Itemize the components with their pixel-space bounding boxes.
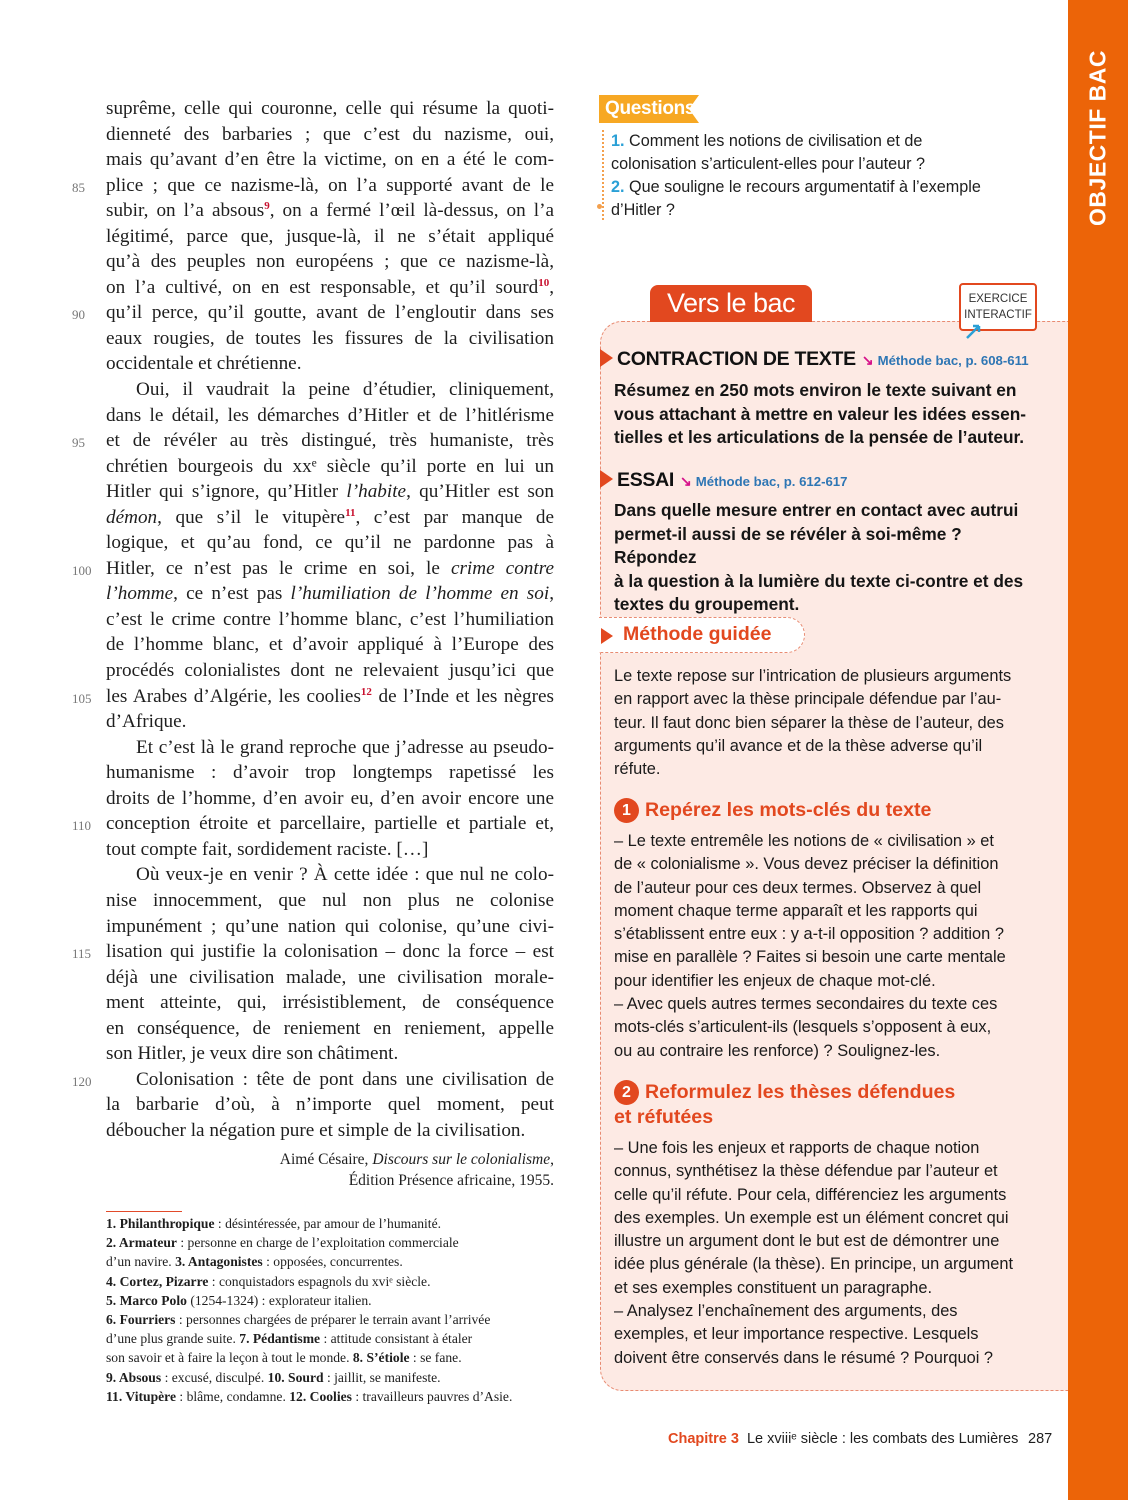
line-text: procédés colonialistes dont ne relevaient jusqu’ici que <box>106 660 554 682</box>
line-text: Hitler qui s’ignore, qu’Hitler <box>106 481 347 503</box>
chapter-title: Le xviiiᵉ siècle : les combats des Lumières <box>746 1431 1019 1447</box>
footnote-text: : se fane. <box>409 1350 462 1366</box>
citation-publisher: Édition Présence africaine, 1955. <box>348 1172 554 1189</box>
text-line <box>106 198 554 224</box>
citation: Aimé Césaire, Discours sur le colonialisme, Édition Présence africaine, 1955. <box>106 1149 554 1191</box>
line-text: humanisme : d’avoir trop longtemps rapetissé les <box>106 762 554 784</box>
text-line <box>106 454 554 480</box>
line-text: , <box>549 276 554 298</box>
text-line <box>72 428 554 454</box>
main-text <box>72 96 554 1143</box>
paragraph-line: pour identifier les enjeux de chaque mot-clé. <box>614 971 936 990</box>
line-text: et de révéler au très distingué, très humaniste, très <box>106 430 554 452</box>
text-line <box>72 939 554 965</box>
paragraph-line: en rapport avec la thèse principale défendue par l’au- <box>614 690 1002 709</box>
text-line <box>106 888 554 914</box>
italic-span: crime contre <box>450 557 554 579</box>
italic-span: l’homme <box>106 583 174 605</box>
paragraph-line: mots-clés s’articulent-ils (lesquels s’opposent à eux, <box>614 1018 992 1037</box>
step-number-badge: 1 <box>614 798 639 823</box>
paragraph-line: connus, synthétisez la thèse défendue par l’auteur et <box>614 1162 998 1181</box>
footnote-line <box>106 1368 556 1387</box>
line-number: 120 <box>72 1073 92 1089</box>
footnote-text: : excusé, disculpé. <box>161 1369 268 1385</box>
line-text: subir, on l’a absous <box>106 200 265 222</box>
questions-dotted-rule <box>602 130 604 220</box>
italic-span: l’humiliation de l’homme en soi <box>290 583 550 605</box>
footnote-line <box>106 1214 556 1233</box>
paragraph-line: – Le texte entremêle les notions de « civilisation » et <box>614 832 994 850</box>
line-number: 115 <box>72 946 92 962</box>
italic-span: démon <box>106 506 158 528</box>
methode-guidee-tag: Méthode guidée <box>599 617 805 653</box>
line-text: , c’est par manque de <box>355 506 554 528</box>
page-footer <box>668 1431 1018 1447</box>
citation-title: Discours sur le colonialisme <box>372 1151 551 1168</box>
footnote-line <box>106 1291 556 1310</box>
footnote-rule <box>106 1211 182 1212</box>
text-line <box>72 173 554 199</box>
line-text: mais qu’avant d’en être la victime, on en a été le com- <box>106 149 554 171</box>
side-band <box>1068 0 1128 1500</box>
line-text: , qu’Hitler est son <box>406 481 554 503</box>
line-text: qu’il perce, qu’il goutte, avant de l’engloutir dans ses <box>106 302 554 324</box>
line-text: Hitler, ce n’est pas le crime en soi, le <box>106 557 451 579</box>
page-number: 287 <box>1028 1431 1053 1447</box>
line-text: dienneté des barbaries ; que c’est du nazisme, oui, <box>106 123 554 145</box>
footnote-line <box>106 1252 556 1271</box>
citation-author: Aimé Césaire, <box>279 1151 373 1168</box>
footnote-term: 6. Fourriers <box>106 1312 176 1328</box>
paragraph-line: arguments qu’il avance et de la thèse adverse qu’il <box>614 736 983 755</box>
line-number: 100 <box>72 562 92 578</box>
line-text: déboucher la négation pure et simple de la civilisation. <box>106 1119 526 1141</box>
footnote-ref: 10 <box>538 276 550 289</box>
text-line <box>106 658 554 684</box>
paragraph-line: teur. Il faut donc bien séparer la thèse de l’auteur, des <box>614 713 1004 732</box>
line-text: qu’à des peuples non européens ; que ce nazisme-là, <box>106 251 554 273</box>
text-line <box>106 403 554 429</box>
footnote-line <box>106 1310 556 1329</box>
text-line <box>106 632 554 658</box>
paragraph-line: ou au contraire les renforce) ? Soulignez-les. <box>614 1041 941 1060</box>
text-line <box>72 1067 554 1093</box>
paragraph-line: – Analysez l’enchaînement des arguments, des <box>614 1302 958 1321</box>
footnote-line <box>106 1233 556 1252</box>
paragraph-line: de « colonialisme ». Vous devez préciser la définition <box>614 855 999 874</box>
footnote-text: : désintéressée, par amour de l’humanité. <box>214 1216 442 1231</box>
text-line <box>106 965 554 991</box>
footnote-term: 7. Pédantisme <box>239 1331 321 1347</box>
line-text: d’Afrique. <box>106 711 187 733</box>
step-number-badge: 2 <box>614 1080 639 1105</box>
footnote-term: 9. Absous <box>106 1369 162 1385</box>
methode-intro <box>614 665 1042 781</box>
chapter-label: Chapitre 3 <box>668 1431 739 1447</box>
text-line <box>106 1092 554 1118</box>
step-2-text <box>614 1137 1042 1370</box>
line-text: déjà une civilisation malade, une civilisation morale- <box>106 966 554 988</box>
text-line <box>106 224 554 250</box>
contraction-heading: CONTRACTION DE TEXTE ↘ Méthode bac, p. 608-611 <box>600 348 1029 371</box>
line-text: de l’homme blanc, et d’avoir appliqué à l’Europe des <box>106 634 554 656</box>
footnote-term: 11. Vitupère <box>106 1388 176 1404</box>
essai-method-link[interactable]: Méthode bac, p. 612-617 <box>695 474 848 489</box>
line-text: en conséquence, de reniement en reniement, appelle <box>106 1017 554 1039</box>
line-text: son Hitler, je veux dire son châtiment. <box>106 1043 399 1065</box>
line-text: c’est le crime contre l’homme blanc, c’est l’humiliation <box>106 608 554 630</box>
line-text: dans le détail, les démarches d’Hitler et de l’hitlérisme <box>106 404 554 426</box>
paragraph-line: illustre un argument dont le but est de démontrer une <box>614 1232 1000 1251</box>
line-text: les Arabes d’Algérie, les coolies <box>106 685 361 707</box>
paragraph-line: exemples, et leur importance respective. Lesquels <box>614 1325 979 1344</box>
arrow-down-right-icon: ↘ <box>861 352 874 368</box>
step-1-heading: 1 Repérez les mots-clés du texte <box>614 798 931 823</box>
footnote-term: 3. Antagonistes <box>175 1254 263 1270</box>
text-line <box>106 862 554 888</box>
text-line <box>106 607 554 633</box>
paragraph-line: tielles et les articulations de la pensée de l’auteur. <box>614 427 1025 447</box>
text-line <box>106 1118 554 1144</box>
footnote-text: son savoir et à faire la leçon à tout le monde. <box>106 1350 353 1366</box>
line-number: 105 <box>72 690 92 706</box>
paragraph-line: Résumez en 250 mots environ le texte suivant en <box>614 380 1017 400</box>
line-text: tout compte fait, sordidement raciste. […] <box>106 838 429 860</box>
text-line <box>106 990 554 1016</box>
footnote-text: : jaillit, se manifeste. <box>323 1369 441 1385</box>
question-1: 1. Comment les notions de civilisation et de <box>611 132 923 150</box>
line-text: eaux rougies, de toutes les fissures de la civilisation <box>106 327 554 349</box>
text-line <box>72 300 554 326</box>
paragraph-line: réfute. <box>614 760 661 779</box>
line-text: nise innocemment, que nul non plus ne colonise <box>106 889 554 911</box>
paragraph-line: – Avec quels autres termes secondaires du texte ces <box>614 995 998 1014</box>
footnote-term: 12. Coolies <box>289 1388 352 1404</box>
footnote-text: d’un navire. <box>106 1254 176 1270</box>
footnote-text: : personne en charge de l’exploitation commerciale <box>176 1235 459 1251</box>
text-line <box>72 811 554 837</box>
essai-heading: ESSAI ↘ Méthode bac, p. 612-617 <box>600 469 847 492</box>
questions-bullet-dot <box>597 204 602 209</box>
footnote-text: : conquistadors espagnols du xviᵉ siècle. <box>208 1273 431 1289</box>
questions-list: 1. Comment les notions de civilisation et de colonisation s’articulent-elles pour l’auteur ? 2. Que souligne le recours argumentatif à l’exemple d’Hitler ? <box>611 130 1051 222</box>
line-text: Où veux-je en venir ? À cette idée : que nul ne colo- <box>136 864 554 886</box>
paragraph-line: moment chaque terme apparaît et les rapports qui <box>614 901 978 920</box>
footnote-term: 4. Cortez, Pizarre <box>106 1273 209 1289</box>
arrow-down-right-icon: ↘ <box>680 473 692 489</box>
text-line <box>106 786 554 812</box>
contraction-instructions <box>614 379 1042 450</box>
line-text: suprême, celle qui couronne, celle qui résume la quoti- <box>106 98 554 119</box>
paragraph-line: doivent être conservés dans le résumé ? Pourquoi ? <box>614 1348 994 1367</box>
line-text: ment atteinte, qui, irrésistiblement, de conséquence <box>106 992 554 1014</box>
paragraph-line: textes du groupement. <box>614 594 800 614</box>
footnote-line <box>106 1348 556 1367</box>
text-line <box>106 735 554 761</box>
essai-instructions <box>614 499 1042 617</box>
text-line <box>106 709 554 735</box>
text-line <box>106 351 554 377</box>
text-line <box>106 326 554 352</box>
triangle-icon <box>600 470 613 488</box>
footnote-text: : blâme, condamne. <box>176 1388 290 1404</box>
text-line <box>106 581 554 607</box>
text-line <box>106 505 554 531</box>
question-2: 2. Que souligne le recours argumentatif à l’exemple <box>611 178 981 196</box>
paragraph-line: s’établissent entre eux : y a-t-il opposition ? addition ? <box>614 925 1004 944</box>
text-line <box>106 377 554 403</box>
footnote-ref: 11 <box>345 506 356 519</box>
text-line <box>106 122 554 148</box>
line-text: , que s’il le vitupère <box>157 506 346 528</box>
paragraph-line: vous attachant à mettre en valeur les idées essen- <box>614 403 1027 424</box>
text-line <box>72 556 554 582</box>
paragraph-line: Dans quelle mesure entrer en contact avec autrui <box>614 500 1019 520</box>
line-text: légitimé, parce que, jusque-là, il ne s’était appliqué <box>106 225 554 247</box>
step-2-heading: 2 Reformulez les thèses défendues et réfutées <box>614 1081 956 1128</box>
footnote-term: 2. Armateur <box>106 1235 177 1251</box>
line-number: 95 <box>72 435 85 451</box>
line-text: lisation qui justifie la colonisation – donc la force – est <box>106 941 554 963</box>
cursor-arrow-icon <box>965 322 983 340</box>
footnote-ref: 12 <box>360 685 372 698</box>
footnote-text: (1254-1324) : explorateur italien. <box>186 1292 372 1308</box>
footnote-text: : opposées, concurrentes. <box>262 1254 403 1270</box>
paragraph-line: à la question à la lumière du texte ci-contre et des <box>614 570 1024 591</box>
line-number: 85 <box>72 179 85 195</box>
footnote-text: : attitude consistant à étaler <box>320 1331 473 1347</box>
footnote-text: : personnes chargées de préparer le terrain avant l’arrivée <box>175 1312 491 1328</box>
text-line <box>106 837 554 863</box>
paragraph-line: – Une fois les enjeux et rapports de chaque notion <box>614 1139 980 1157</box>
line-text: on l’a cultivé, on en est responsable, et qu’il sourd <box>106 276 539 298</box>
questions-tag-label: Questions <box>605 98 696 119</box>
italic-span: l’habite <box>346 481 407 503</box>
text-line <box>106 530 554 556</box>
text-line <box>106 147 554 173</box>
footnote-line <box>106 1329 556 1348</box>
line-text: logique, et qu’au fond, ce qu’il ne pardonne pas à <box>106 532 554 554</box>
paragraph-line: celle qu’il réfute. Pour cela, différenciez les arguments <box>614 1185 1007 1204</box>
text-line <box>106 1016 554 1042</box>
paragraph-line: Le texte repose sur l’intrication de plusieurs arguments <box>614 667 1012 685</box>
questions-tag <box>599 95 699 123</box>
paragraph-line: permet-il aussi de se révéler à soi-même ? Répondez <box>614 523 962 567</box>
text-line <box>106 760 554 786</box>
line-number: 110 <box>72 818 92 834</box>
footnote-line <box>106 1387 556 1406</box>
line-text: , on a fermé l’œil là-dessus, on l’a <box>269 200 554 222</box>
paragraph-line: et ses exemples constituent un paragraphe. <box>614 1278 932 1297</box>
line-number: 90 <box>72 307 85 323</box>
line-text: chrétien bourgeois du xxᵉ siècle qu’il porte en lui un <box>106 455 554 477</box>
paragraph-line: de l’auteur pour ces deux termes. Observez à quel <box>614 878 982 897</box>
paragraph-line: des exemples. Un exemple est un élément concret qui <box>614 1208 1009 1227</box>
line-text: , <box>549 583 554 605</box>
line-text: occidentale et chrétienne. <box>106 353 302 375</box>
line-text: la barbarie d’où, à n’importe quel moment, peut <box>106 1094 554 1116</box>
line-text: Colonisation : tête de pont dans une civilisation de <box>136 1068 554 1090</box>
line-text: plice ; que ce nazisme-là, on l’a supporté avant de le <box>106 174 554 196</box>
vers-le-bac-tab: Vers le bac <box>650 285 812 322</box>
step-1-text <box>614 830 1042 1063</box>
text-line <box>106 914 554 940</box>
footnote-line <box>106 1272 556 1291</box>
footnote-term: 10. Sourd <box>267 1369 324 1385</box>
text-line <box>106 249 554 275</box>
text-line <box>106 479 554 505</box>
line-text: , ce n’est pas <box>173 583 291 605</box>
footnote-text: : travailleurs pauvres d’Asie. <box>351 1388 513 1404</box>
footnote-term: 8. S’étiole <box>352 1350 410 1366</box>
paragraph-line: mise en parallèle ? Faites si besoin une carte mentale <box>614 948 1006 967</box>
line-text: impunément ; qu’une nation qui colonise, qu’une civi- <box>106 915 554 937</box>
text-line <box>106 275 554 301</box>
contraction-method-link[interactable]: Méthode bac, p. 608-611 <box>877 353 1029 368</box>
footnote-ref: 9 <box>264 200 270 213</box>
line-text: Et c’est là le grand reproche que j’adresse au pseudo- <box>136 736 554 758</box>
line-text: droits de l’homme, d’en avoir eu, d’en avoir encore une <box>106 787 554 809</box>
paragraph-line: idée plus générale (la thèse). En principe, un argument <box>614 1255 1014 1274</box>
objectif-bac-label: OBJECTIF BAC <box>1084 50 1111 226</box>
text-line <box>106 1041 554 1067</box>
exercice-interactif-button[interactable]: EXERCICE INTERACTIF <box>959 283 1037 331</box>
line-text: Oui, il vaudrait la peine d’étudier, cliniquement, <box>136 379 554 401</box>
triangle-icon <box>601 628 613 644</box>
triangle-icon <box>600 349 613 367</box>
footnote-term: 1. Philanthropique <box>106 1216 215 1231</box>
footnote-text: d’une plus grande suite. <box>106 1331 240 1347</box>
line-text: de l’Inde et les nègres <box>371 685 554 707</box>
text-line <box>106 96 554 122</box>
footnote-term: 5. Marco Polo <box>106 1292 187 1308</box>
text-line <box>72 684 554 710</box>
footnotes <box>106 1214 556 1406</box>
line-text: conception étroite et parcellaire, partielle et partiale et, <box>106 813 554 835</box>
